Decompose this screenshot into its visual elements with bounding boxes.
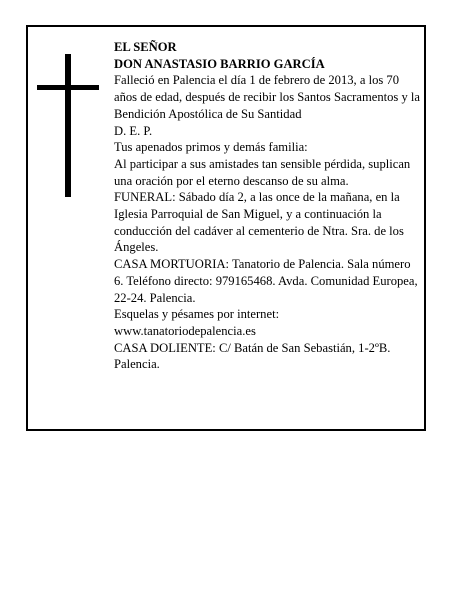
notice-heading: EL SEÑOR [114, 40, 177, 54]
obituary-text [114, 39, 420, 373]
dep-line: D. E. P. [114, 123, 153, 138]
funeral-details: FUNERAL: Sábado día 2, a las once de la mañana, en la Iglesia Parroquial de San Miguel, y a continuación la conducción del cadáver al cementerio de Ntra. Sra. de los Ángeles. [114, 190, 404, 255]
cross-vertical-bar [65, 54, 71, 197]
mortuary-details: CASA MORTUORIA: Tanatorio de Palencia. Sala número 6. Teléfono directo: 979165468. Avda. Comunidad Europea, 22-24. Palencia. [114, 257, 418, 305]
mourning-home: CASA DOLIENTE: C/ Batán de San Sebastián, 1-2ºB. Palencia. [114, 340, 391, 372]
death-details: Falleció en Palencia el día 1 de febrero de 2013, a los 70 años de edad, después de recibir los Santos Sacramentos y la Bendición Apostólica de Su Santidad [114, 73, 421, 121]
cross-horizontal-bar [37, 85, 99, 90]
deceased-name: DON ANASTASIO BARRIO GARCÍA [114, 56, 325, 71]
prayer-request: Al participar a sus amistades tan sensible pérdida, suplican una oración por el eterno descanso de su alma. [114, 156, 411, 188]
condolences-info: Esquelas y pésames por internet: www.tanatoriodepalencia.es [114, 307, 280, 338]
cross-icon [37, 54, 99, 197]
family-line: Tus apenados primos y demás familia: [114, 140, 308, 155]
